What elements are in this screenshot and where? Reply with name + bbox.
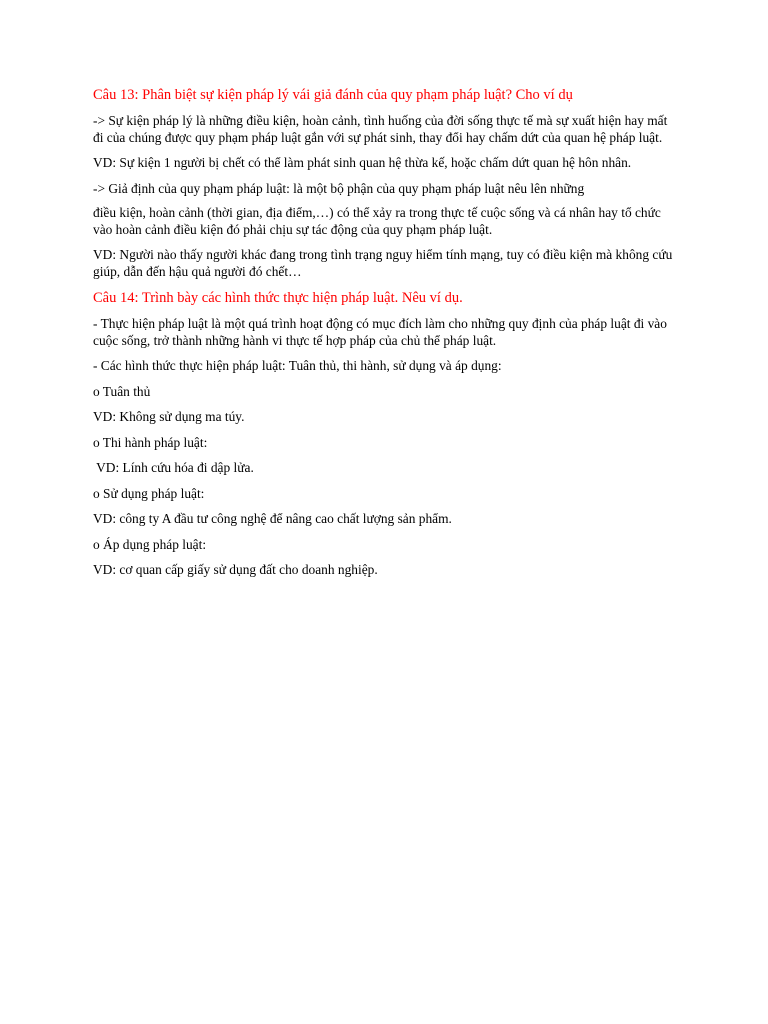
form-compliance: o Tuân thủ: [93, 383, 151, 399]
hypothesis-example: VD: Người nào thấy người khác đang trong tình trạng nguy hiểm tính mạng, tuy có điều kiện mà không cứu giúp, dẫn đến hậu quả người đó chết…: [93, 247, 673, 279]
hypothesis-definition-cont: điều kiện, hoàn cảnh (thời gian, địa điểm,…) có thể xảy ra trong thực tế cuộc sống và cá nhân hay tổ chức vào hoàn cảnh điều kiện đó phải chịu sự tác động của quy phạm pháp luật.: [93, 205, 661, 237]
form-application-example: VD: cơ quan cấp giấy sử dụng đất cho doanh nghiệp.: [93, 562, 378, 577]
form-application: o Áp dụng pháp luật:: [93, 536, 207, 552]
form-execution: o Thi hành pháp luật:: [93, 434, 208, 450]
legal-event-definition: -> Sự kiện pháp lý là những điều kiện, hoàn cảnh, tình huống của đời sống thực tế mà sự xuất hiện hay mất đi của chúng được quy phạm pháp luật gắn với sự phát sinh, thay đổi hay chấm dứt của quan hệ pháp luật.: [93, 113, 668, 145]
implementation-forms-list: - Các hình thức thực hiện pháp luật: Tuân thủ, thi hành, sử dụng và áp dụng:: [93, 358, 502, 373]
form-use-example: VD: công ty A đầu tư công nghệ để nâng cao chất lượng sản phẩm.: [93, 511, 452, 526]
law-implementation-definition: - Thực hiện pháp luật là một quá trình hoạt động có mục đích làm cho những quy định của pháp luật đi vào cuộc sống, trở thành những hành vi thực tế hợp pháp của chủ thể pháp luật.: [93, 316, 667, 348]
form-execution-example: VD: Lính cứu hóa đi dập lửa.: [93, 460, 254, 475]
form-use: o Sử dụng pháp luật:: [93, 485, 205, 501]
legal-event-example: VD: Sự kiện 1 người bị chết có thể làm phát sinh quan hệ thừa kế, hoặc chấm dứt quan hệ hôn nhân.: [93, 155, 632, 170]
question-13-heading: Câu 13: Phân biệt sự kiện pháp lý vái giả đánh của quy phạm pháp luật? Cho ví dụ: [93, 87, 573, 103]
form-compliance-example: VD: Không sử dụng ma túy.: [93, 409, 245, 424]
question-14-heading: Câu 14: Trình bày các hình thức thực hiện pháp luật. Nêu ví dụ.: [93, 290, 463, 306]
hypothesis-definition-start: -> Giả định của quy phạm pháp luật: là một bộ phận của quy phạm pháp luật nêu lên những: [93, 180, 585, 196]
document-page: [93, 86, 673, 588]
